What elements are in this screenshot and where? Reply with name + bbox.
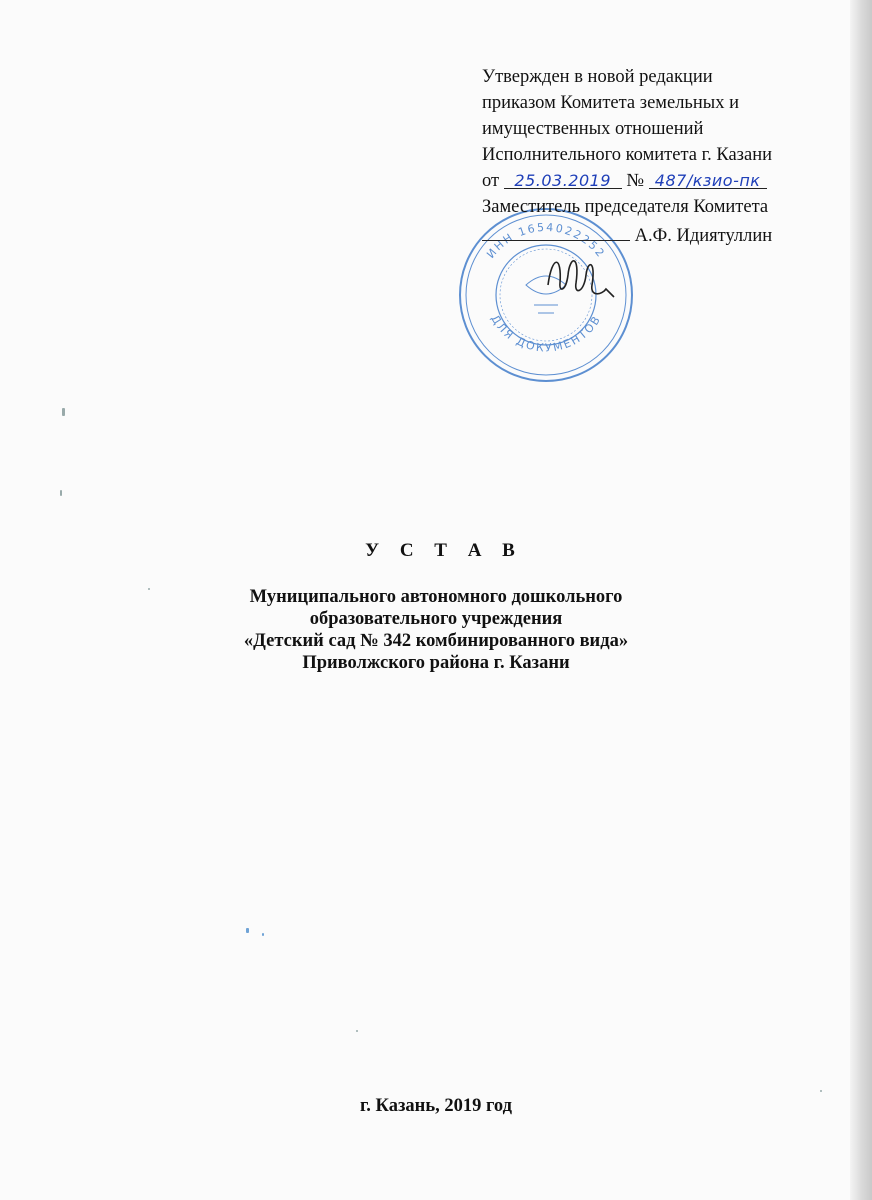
seal-text-top: ИНН 1654022252 bbox=[484, 220, 608, 261]
org-line-4: Приволжского района г. Казани bbox=[302, 653, 570, 673]
scan-speck bbox=[356, 1030, 358, 1032]
approval-position: Заместитель председателя Комитета bbox=[482, 197, 769, 217]
approval-signer-line bbox=[482, 220, 822, 249]
date-blank bbox=[504, 168, 622, 189]
scan-speck bbox=[246, 928, 249, 933]
org-line-3: «Детский сад № 342 комбинированного вида» bbox=[243, 631, 629, 651]
date-value: 25.03.2019 bbox=[514, 171, 612, 190]
scan-speck bbox=[60, 490, 62, 496]
approval-line-2: приказом Комитета земельных и bbox=[482, 93, 739, 113]
approval-block bbox=[482, 64, 822, 249]
number-blank bbox=[649, 168, 767, 189]
org-line-1: Муниципального автономного дошкольного bbox=[249, 587, 623, 607]
approval-date-line bbox=[482, 168, 822, 194]
document-title: У С Т А В bbox=[365, 540, 523, 561]
document-footer: г. Казань, 2019 год bbox=[359, 1096, 512, 1116]
approval-line-3: имущественных отношений bbox=[482, 119, 704, 139]
svg-text:ДЛЯ ДОКУМЕНТОВ bbox=[488, 313, 604, 355]
number-value: 487/кзио-пк bbox=[654, 171, 761, 190]
scan-speck bbox=[148, 588, 150, 590]
approval-line-4: Исполнительного комитета г. Казани bbox=[482, 145, 773, 165]
signature-blank bbox=[482, 220, 630, 241]
approval-signer: А.Ф. Идиятуллин bbox=[634, 226, 773, 246]
scan-speck bbox=[262, 933, 264, 936]
handwritten-signature bbox=[540, 245, 620, 305]
number-prefix: № bbox=[626, 171, 644, 191]
seal-text-bottom: ДЛЯ ДОКУМЕНТОВ bbox=[488, 312, 604, 355]
scan-speck bbox=[820, 1090, 822, 1092]
org-line-2: образовательного учреждения bbox=[309, 609, 563, 629]
organization-name bbox=[0, 586, 872, 674]
approval-line-1: Утвержден в новой редакции bbox=[482, 67, 713, 87]
date-prefix: от bbox=[482, 171, 500, 191]
scan-speck bbox=[62, 408, 65, 416]
